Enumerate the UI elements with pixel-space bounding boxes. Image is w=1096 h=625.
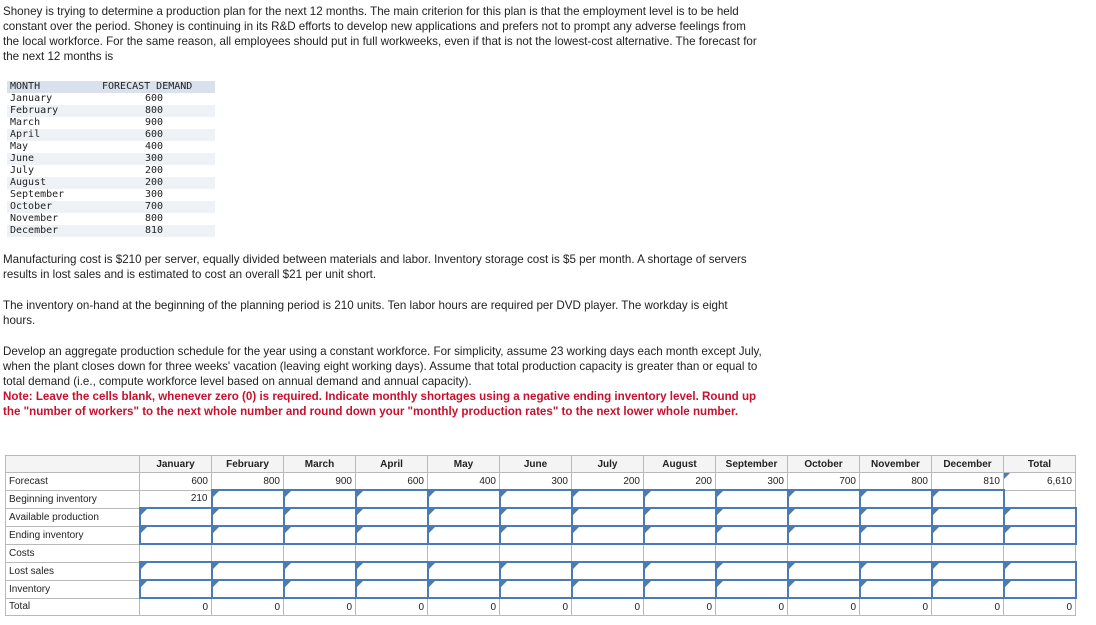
ending-input[interactable] <box>212 526 284 544</box>
available-input[interactable] <box>572 508 644 526</box>
row-label-ending: Ending inventory <box>6 526 140 544</box>
lost-input[interactable] <box>500 562 572 580</box>
empty-cell <box>932 544 1004 562</box>
available-input[interactable] <box>1004 508 1076 526</box>
inventory-input[interactable] <box>428 580 500 598</box>
forecast-cell: 6,610 <box>1004 473 1076 491</box>
row-forecast <box>6 473 1076 491</box>
lost-input[interactable] <box>644 562 716 580</box>
forecast-row <box>7 165 215 177</box>
empty-cell <box>1004 490 1076 508</box>
row-beginning <box>6 490 1076 508</box>
total-cost-cell: 0 <box>860 598 932 616</box>
forecast-cell: 200 <box>644 473 716 491</box>
available-input[interactable] <box>644 508 716 526</box>
inventory-input[interactable] <box>788 580 860 598</box>
forecast-value: 600 <box>144 93 163 104</box>
forecast-row <box>7 201 215 213</box>
intro-paragraph: Shoney is trying to determine a production plan for the next 12 months. The main criterion for this plan is that the employment level is to be held constant over the period. Shoney is continuing in its R&D efforts to develop new applications and prefers not to prompt any adverse feelings from the local workforce. For the same reason, all employees should put in full workweeks, even if that is not the lowest-cost alternative. The forecast for the next 12 months is <box>3 5 757 63</box>
row-label-lost: Lost sales <box>6 562 140 580</box>
forecast-cell: 600 <box>356 473 428 491</box>
ending-input[interactable] <box>716 526 788 544</box>
forecast-row <box>7 129 215 141</box>
row-label-total: Total <box>6 598 140 616</box>
forecast-value: 200 <box>99 177 215 189</box>
forecast-month: May <box>10 141 29 152</box>
available-input[interactable] <box>500 508 572 526</box>
lost-input[interactable] <box>212 562 284 580</box>
beginning-inventory-january: 210 <box>140 490 212 508</box>
empty-cell <box>428 544 500 562</box>
develop-paragraph: Develop an aggregate production schedule for the year using a constant workforce. For simplicity, assume 23 working days each month except July, when the plant closes down for three weeks' vacation (leaving eight working days). Assume that total production capacity is greater than or equal to total demand (i.e., compute workforce level based on annual demand and annual capacity). <box>3 345 762 388</box>
forecast-month: February <box>7 105 99 117</box>
ending-input[interactable] <box>428 526 500 544</box>
column-header-october: October <box>788 456 860 473</box>
ending-input[interactable] <box>932 526 1004 544</box>
forecast-demand-header: FORECAST DEMAND <box>99 81 215 93</box>
forecast-cell: 200 <box>572 473 644 491</box>
column-header-march: March <box>284 456 356 473</box>
grid-body <box>6 473 1076 616</box>
empty-cell <box>212 544 284 562</box>
forecast-value: 400 <box>144 141 163 152</box>
column-header-total: Total <box>1004 456 1076 473</box>
forecast-value: 810 <box>99 225 215 237</box>
inventory-input[interactable] <box>212 580 284 598</box>
available-input[interactable] <box>140 508 212 526</box>
forecast-row <box>7 177 215 189</box>
forecast-month: April <box>7 129 99 141</box>
beginning-inventory-input[interactable] <box>356 490 428 508</box>
beginning-inventory-input[interactable] <box>284 490 356 508</box>
forecast-month: December <box>7 225 99 237</box>
total-cost-cell: 0 <box>644 598 716 616</box>
production-schedule-table <box>5 455 1077 616</box>
lost-input[interactable] <box>572 562 644 580</box>
available-input[interactable] <box>716 508 788 526</box>
available-input[interactable] <box>212 508 284 526</box>
month-header: MONTH <box>7 81 99 93</box>
note-paragraph: Note: Leave the cells blank, whenever zero (0) is required. Indicate monthly shortages using a negative ending inventory level. Round up the "number of workers" to the next whole number and round down your "monthly production rates" to the next lower whole number. <box>3 390 757 418</box>
row-label-costs: Costs <box>6 544 140 562</box>
beginning-inventory-input[interactable] <box>860 490 932 508</box>
ending-input[interactable] <box>644 526 716 544</box>
row-label-beginning: Beginning inventory <box>6 490 140 508</box>
forecast-cell: 800 <box>212 473 284 491</box>
forecast-value: 800 <box>99 105 215 117</box>
forecast-value: 600 <box>99 129 215 141</box>
forecast-value: 300 <box>99 153 215 165</box>
available-input[interactable] <box>356 508 428 526</box>
ending-input[interactable] <box>1004 526 1076 544</box>
forecast-month: July <box>10 165 35 176</box>
forecast-row <box>7 141 215 153</box>
forecast-month: June <box>7 153 99 165</box>
ending-input[interactable] <box>860 526 932 544</box>
row-total <box>6 598 1076 616</box>
row-costs <box>6 544 1076 562</box>
total-cost-cell: 0 <box>500 598 572 616</box>
inventory-input[interactable] <box>932 580 1004 598</box>
total-cost-cell: 0 <box>284 598 356 616</box>
row-label-available: Available production <box>6 508 140 526</box>
forecast-row <box>7 105 215 117</box>
row-inventory <box>6 580 1076 598</box>
total-cost-cell: 0 <box>356 598 428 616</box>
forecast-month: November <box>10 213 59 224</box>
forecast-cell: 600 <box>140 473 212 491</box>
grid-corner <box>6 456 140 473</box>
forecast-month: August <box>7 177 99 189</box>
total-cost-cell: 0 <box>1004 598 1076 616</box>
ending-input[interactable] <box>356 526 428 544</box>
inventory-input[interactable] <box>572 580 644 598</box>
beginning-inventory-input[interactable] <box>572 490 644 508</box>
lost-input[interactable] <box>356 562 428 580</box>
lost-input[interactable] <box>140 562 212 580</box>
row-ending <box>6 526 1076 544</box>
ending-input[interactable] <box>572 526 644 544</box>
beginning-inventory-input[interactable] <box>932 490 1004 508</box>
forecast-month: October <box>7 201 99 213</box>
total-cost-cell: 0 <box>428 598 500 616</box>
inventory-input[interactable] <box>356 580 428 598</box>
cost-paragraph: Manufacturing cost is $210 per server, equally divided between materials and labor. Inventory storage cost is $5 per month. A shortage of servers results in lost sales and is estimated to cost an overall $21 per unit short. <box>3 253 747 281</box>
forecast-cell: 810 <box>932 473 1004 491</box>
inventory-input[interactable] <box>500 580 572 598</box>
forecast-cell: 400 <box>428 473 500 491</box>
available-input[interactable] <box>428 508 500 526</box>
lost-input[interactable] <box>716 562 788 580</box>
beginning-inventory-input[interactable] <box>644 490 716 508</box>
inventory-input[interactable] <box>140 580 212 598</box>
forecast-cell: 300 <box>500 473 572 491</box>
empty-cell <box>572 544 644 562</box>
inventory-input[interactable] <box>644 580 716 598</box>
forecast-value: 300 <box>144 189 163 200</box>
column-header-july: July <box>572 456 644 473</box>
lost-input[interactable] <box>788 562 860 580</box>
grid-header-row <box>6 456 1076 473</box>
forecast-row <box>7 213 215 225</box>
total-cost-cell: 0 <box>932 598 1004 616</box>
column-header-january: January <box>140 456 212 473</box>
forecast-month: March <box>10 117 41 128</box>
column-header-february: February <box>212 456 284 473</box>
lost-input[interactable] <box>1004 562 1076 580</box>
column-header-august: August <box>644 456 716 473</box>
forecast-cell: 700 <box>788 473 860 491</box>
empty-cell <box>644 544 716 562</box>
ending-input[interactable] <box>788 526 860 544</box>
forecast-value: 800 <box>144 213 163 224</box>
ending-input[interactable] <box>140 526 212 544</box>
column-header-september: September <box>716 456 788 473</box>
beginning-inventory-input[interactable] <box>428 490 500 508</box>
empty-cell <box>860 544 932 562</box>
column-header-may: May <box>428 456 500 473</box>
lost-input[interactable] <box>932 562 1004 580</box>
inventory-input[interactable] <box>284 580 356 598</box>
empty-cell <box>788 544 860 562</box>
row-label-forecast: Forecast <box>6 473 140 491</box>
lost-input[interactable] <box>284 562 356 580</box>
inventory-input[interactable] <box>860 580 932 598</box>
row-label-inventory: Inventory <box>6 580 140 598</box>
empty-cell <box>284 544 356 562</box>
forecast-row <box>7 189 215 201</box>
ending-input[interactable] <box>500 526 572 544</box>
column-header-december: December <box>932 456 1004 473</box>
ending-input[interactable] <box>284 526 356 544</box>
empty-cell <box>716 544 788 562</box>
forecast-value: 700 <box>99 201 215 213</box>
column-header-april: April <box>356 456 428 473</box>
inventory-input[interactable] <box>1004 580 1076 598</box>
forecast-cell: 900 <box>284 473 356 491</box>
row-lost <box>6 562 1076 580</box>
empty-cell <box>500 544 572 562</box>
row-available <box>6 508 1076 526</box>
total-cost-cell: 0 <box>140 598 212 616</box>
beginning-inventory-input[interactable] <box>716 490 788 508</box>
forecast-value: 900 <box>144 117 163 128</box>
forecast-row <box>7 225 215 237</box>
total-cost-cell: 0 <box>788 598 860 616</box>
lost-input[interactable] <box>428 562 500 580</box>
available-input[interactable] <box>284 508 356 526</box>
available-input[interactable] <box>932 508 1004 526</box>
total-cost-cell: 0 <box>716 598 788 616</box>
empty-cell <box>140 544 212 562</box>
forecast-demand-table <box>7 81 215 237</box>
column-header-june: June <box>500 456 572 473</box>
beginning-inventory-input[interactable] <box>212 490 284 508</box>
forecast-row <box>7 93 215 105</box>
inventory-input[interactable] <box>716 580 788 598</box>
empty-cell <box>356 544 428 562</box>
forecast-month: September <box>10 189 65 200</box>
forecast-row <box>7 153 215 165</box>
available-input[interactable] <box>860 508 932 526</box>
beginning-inventory-input[interactable] <box>788 490 860 508</box>
empty-cell <box>1004 544 1076 562</box>
total-cost-cell: 0 <box>212 598 284 616</box>
lost-input[interactable] <box>860 562 932 580</box>
forecast-value: 200 <box>144 165 163 176</box>
available-input[interactable] <box>788 508 860 526</box>
forecast-table-body <box>7 93 215 237</box>
forecast-month: January <box>10 93 53 104</box>
column-header-november: November <box>860 456 932 473</box>
forecast-cell: 800 <box>860 473 932 491</box>
forecast-row <box>7 117 215 129</box>
total-cost-cell: 0 <box>572 598 644 616</box>
inventory-paragraph: The inventory on-hand at the beginning of the planning period is 210 units. Ten labor hours are required per DVD player. The workday is eight hours. <box>3 299 728 327</box>
beginning-inventory-input[interactable] <box>500 490 572 508</box>
forecast-cell: 300 <box>716 473 788 491</box>
